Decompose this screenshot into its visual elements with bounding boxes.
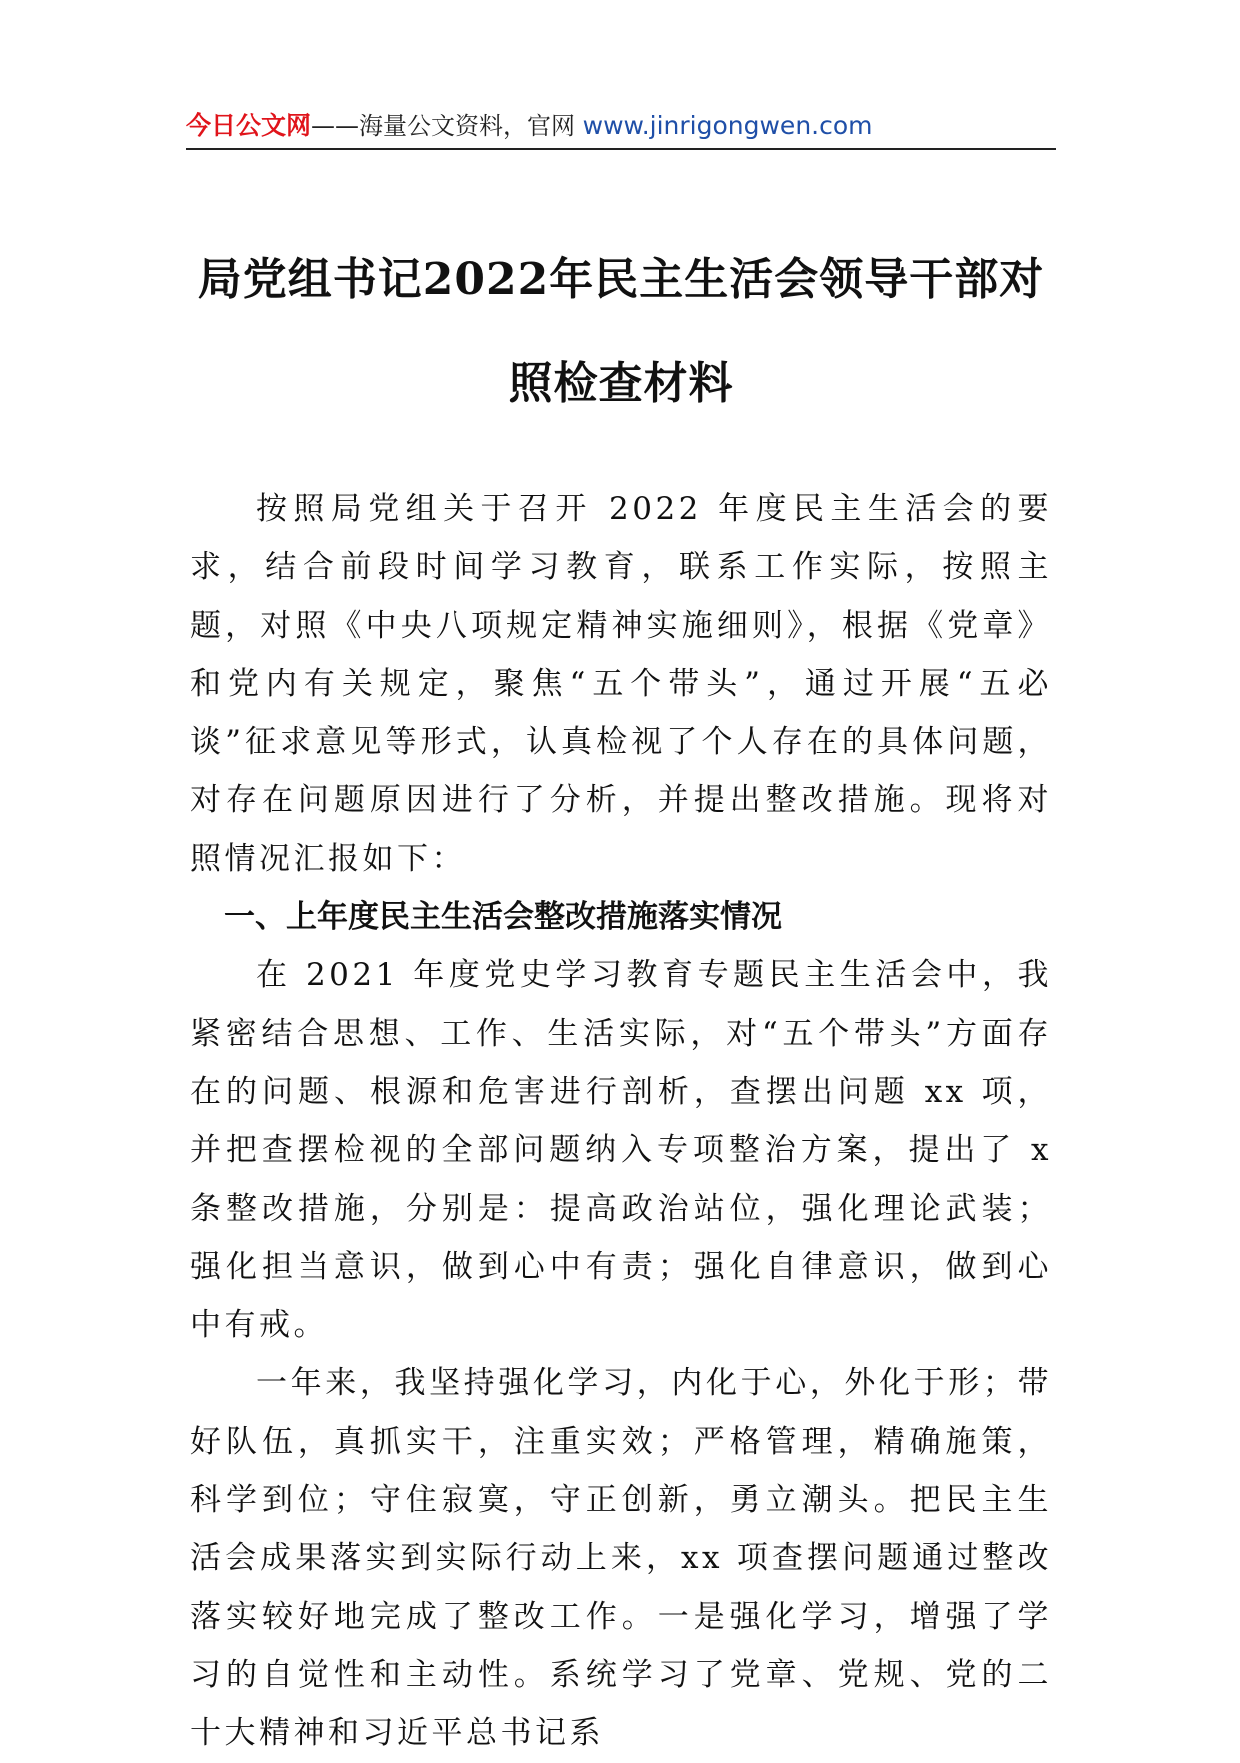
section-paragraph-2: 一年来，我坚持强化学习，内化于心，外化于形；带好队伍，真抓实干，注重实效；严格管理，精确施策，科学到位；守住寂寞，守正创新，勇立潮头。把民主生活会成果落实到实际行动上来，xx 项查摆问题通过整改落实较好地完成了整改工作。一是强化学习，增强了学习的自觉性和主动性。系统学习了党章、党规、党的二十大精神和习近平总书记系 (190, 1365, 1052, 1752)
title-line-1: 局党组书记2022年民主生活会领导干部对 (197, 254, 1045, 305)
document-title (186, 228, 1056, 436)
site-header (186, 106, 1056, 152)
intro-paragraph: 按照局党组关于召开 2022 年度民主生活会的要求，结合前段时间学习教育，联系工作实际，按照主题，对照《中央八项规定精神实施细则》，根据《党章》和党内有关规定，聚焦“五个带头”，通过开展“五必谈”征求意见等形式，认真检视了个人存在的具体问题，对存在问题原因进行了分析，并提出整改措施。现将对照情况汇报如下： (190, 491, 1052, 877)
title-line-2: 照检查材料 (508, 358, 734, 409)
section-paragraph-1: 在 2021 年度党史学习教育专题民主生活会中，我紧密结合思想、工作、生活实际，对“五个带头”方面存在的问题、根源和危害进行剖析，查摆出问题 xx 项，并把查摆检视的全部问题纳入专项整治方案，提出了 x 条整改措施，分别是：提高政治站位，强化理论武装；强化担当意识，做到心中有责；强化自律意识，做到心中有戒。 (190, 957, 1052, 1344)
header-divider (186, 148, 1056, 150)
section-heading: 一、上年度民主生活会整改措施落实情况 (224, 899, 782, 936)
site-tagline: ——海量公文资料，官网 (311, 112, 583, 140)
document-body (190, 480, 1052, 1763)
site-url-link[interactable]: www.jinrigongwen.com (582, 111, 873, 140)
site-brand[interactable]: 今日公文网 (186, 111, 312, 140)
